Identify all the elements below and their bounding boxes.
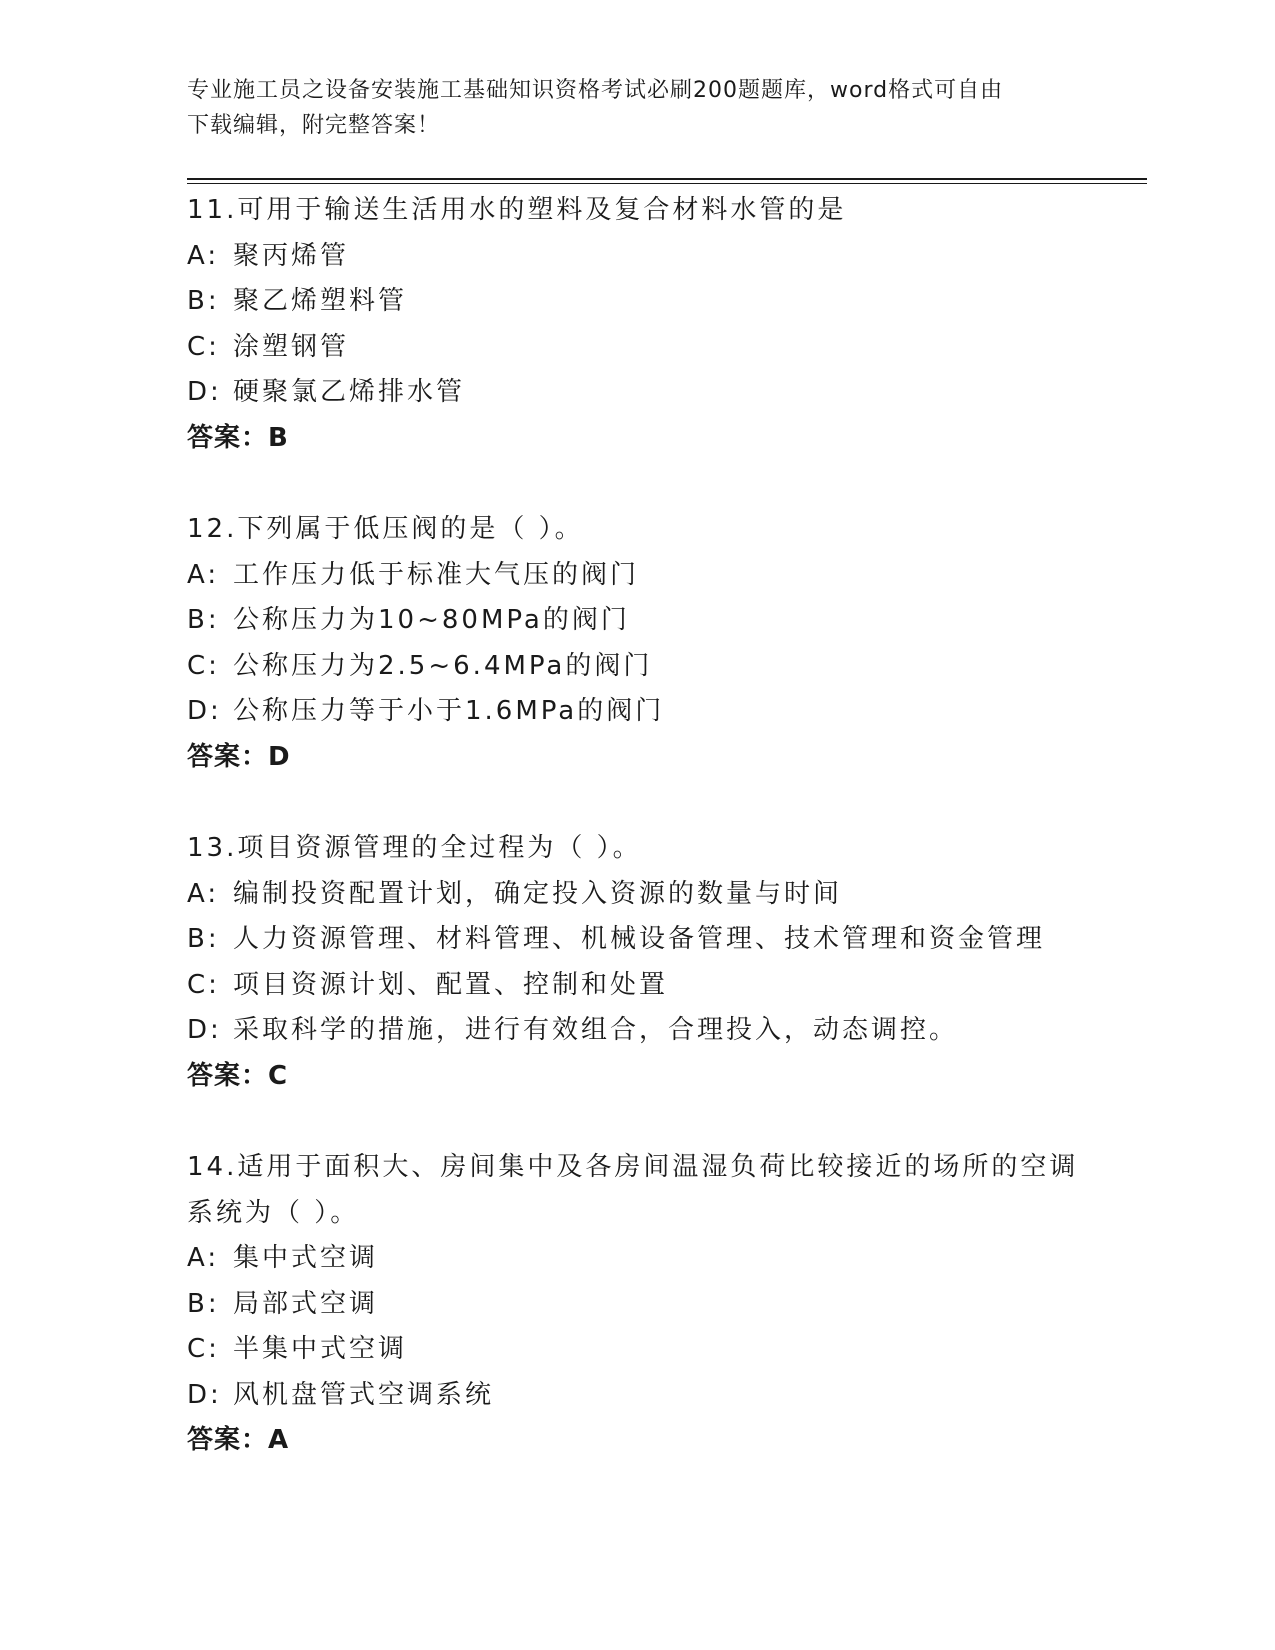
option-text: 集中式空调 xyxy=(233,1243,379,1273)
option-c xyxy=(187,963,1087,1009)
answer-line: 答案：B xyxy=(187,422,289,453)
option-d xyxy=(187,1373,1087,1419)
answer-line: 答案：C xyxy=(187,1060,289,1091)
option-text: 局部式空调 xyxy=(233,1288,379,1319)
option-letter: A: xyxy=(187,1243,220,1273)
option-letter: A: xyxy=(187,559,220,590)
option-text: 聚乙烯塑料管 xyxy=(233,286,408,316)
answer-line: 答案：A xyxy=(187,1425,290,1455)
header-line-2: 下载编辑，附完整答案！ xyxy=(187,113,441,138)
option-a xyxy=(187,234,1087,280)
option-c xyxy=(187,644,1087,690)
option-b xyxy=(187,917,1087,963)
option-letter: B: xyxy=(187,924,220,954)
question-stem: 12.下列属于低压阀的是（ ）。 xyxy=(187,514,584,544)
question-stem: 11.可用于输送生活用水的塑料及复合材料水管的是 xyxy=(187,195,847,225)
option-text: 涂塑钢管 xyxy=(233,331,350,362)
header-rule-thin xyxy=(187,183,1147,184)
option-letter: B: xyxy=(187,286,220,316)
option-d xyxy=(187,1008,1087,1054)
option-letter: A: xyxy=(187,878,220,909)
option-letter: D: xyxy=(187,1015,222,1045)
question-list xyxy=(187,188,1087,1510)
option-letter: C: xyxy=(187,1334,220,1364)
option-text: 人力资源管理、材料管理、机械设备管理、技术管理和资金管理 xyxy=(233,924,1046,954)
option-c xyxy=(187,1327,1087,1373)
option-b xyxy=(187,279,1087,325)
option-text: 聚丙烯管 xyxy=(233,240,350,271)
header-rule-thick xyxy=(187,178,1147,180)
header-line-1: 专业施工员之设备安装施工基础知识资格考试必刷200题题库，word格式可自由 xyxy=(187,78,1004,103)
document-header xyxy=(187,73,1067,143)
option-letter: C: xyxy=(187,969,220,1000)
option-text: 公称压力为10~80MPa的阀门 xyxy=(233,605,630,635)
answer-line: 答案：D xyxy=(187,741,291,772)
option-b xyxy=(187,1282,1087,1328)
option-letter: C: xyxy=(187,331,220,362)
option-text: 采取科学的措施，进行有效组合，合理投入，动态调控。 xyxy=(233,1015,959,1045)
option-d xyxy=(187,370,1087,416)
question-stem: 13.项目资源管理的全过程为（ ）。 xyxy=(187,833,642,863)
option-text: 公称压力为2.5~6.4MPa的阀门 xyxy=(233,650,653,681)
question-11 xyxy=(187,188,1087,461)
option-c xyxy=(187,325,1087,371)
option-a xyxy=(187,1236,1087,1282)
option-text: 工作压力低于标准大气压的阀门 xyxy=(233,559,640,590)
question-12 xyxy=(187,507,1087,780)
option-letter: C: xyxy=(187,650,220,681)
question-stem: 14.适用于面积大、房间集中及各房间温湿负荷比较接近的场所的空调系统为（ ）。 xyxy=(187,1152,1079,1228)
option-a xyxy=(187,872,1087,918)
option-b xyxy=(187,598,1087,644)
option-text: 风机盘管式空调系统 xyxy=(233,1379,495,1410)
option-d xyxy=(187,689,1087,735)
option-text: 编制投资配置计划，确定投入资源的数量与时间 xyxy=(233,878,843,909)
option-text: 项目资源计划、配置、控制和处置 xyxy=(233,969,669,1000)
option-letter: B: xyxy=(187,1288,220,1319)
question-13 xyxy=(187,826,1087,1099)
question-14 xyxy=(187,1145,1087,1464)
option-a xyxy=(187,553,1087,599)
option-letter: D: xyxy=(187,377,222,407)
option-text: 公称压力等于小于1.6MPa的阀门 xyxy=(233,696,665,726)
option-text: 半集中式空调 xyxy=(233,1334,408,1364)
option-letter: A: xyxy=(187,240,220,271)
option-text: 硬聚氯乙烯排水管 xyxy=(233,377,466,407)
option-letter: D: xyxy=(187,1379,222,1410)
option-letter: D: xyxy=(187,696,222,726)
option-letter: B: xyxy=(187,605,220,635)
